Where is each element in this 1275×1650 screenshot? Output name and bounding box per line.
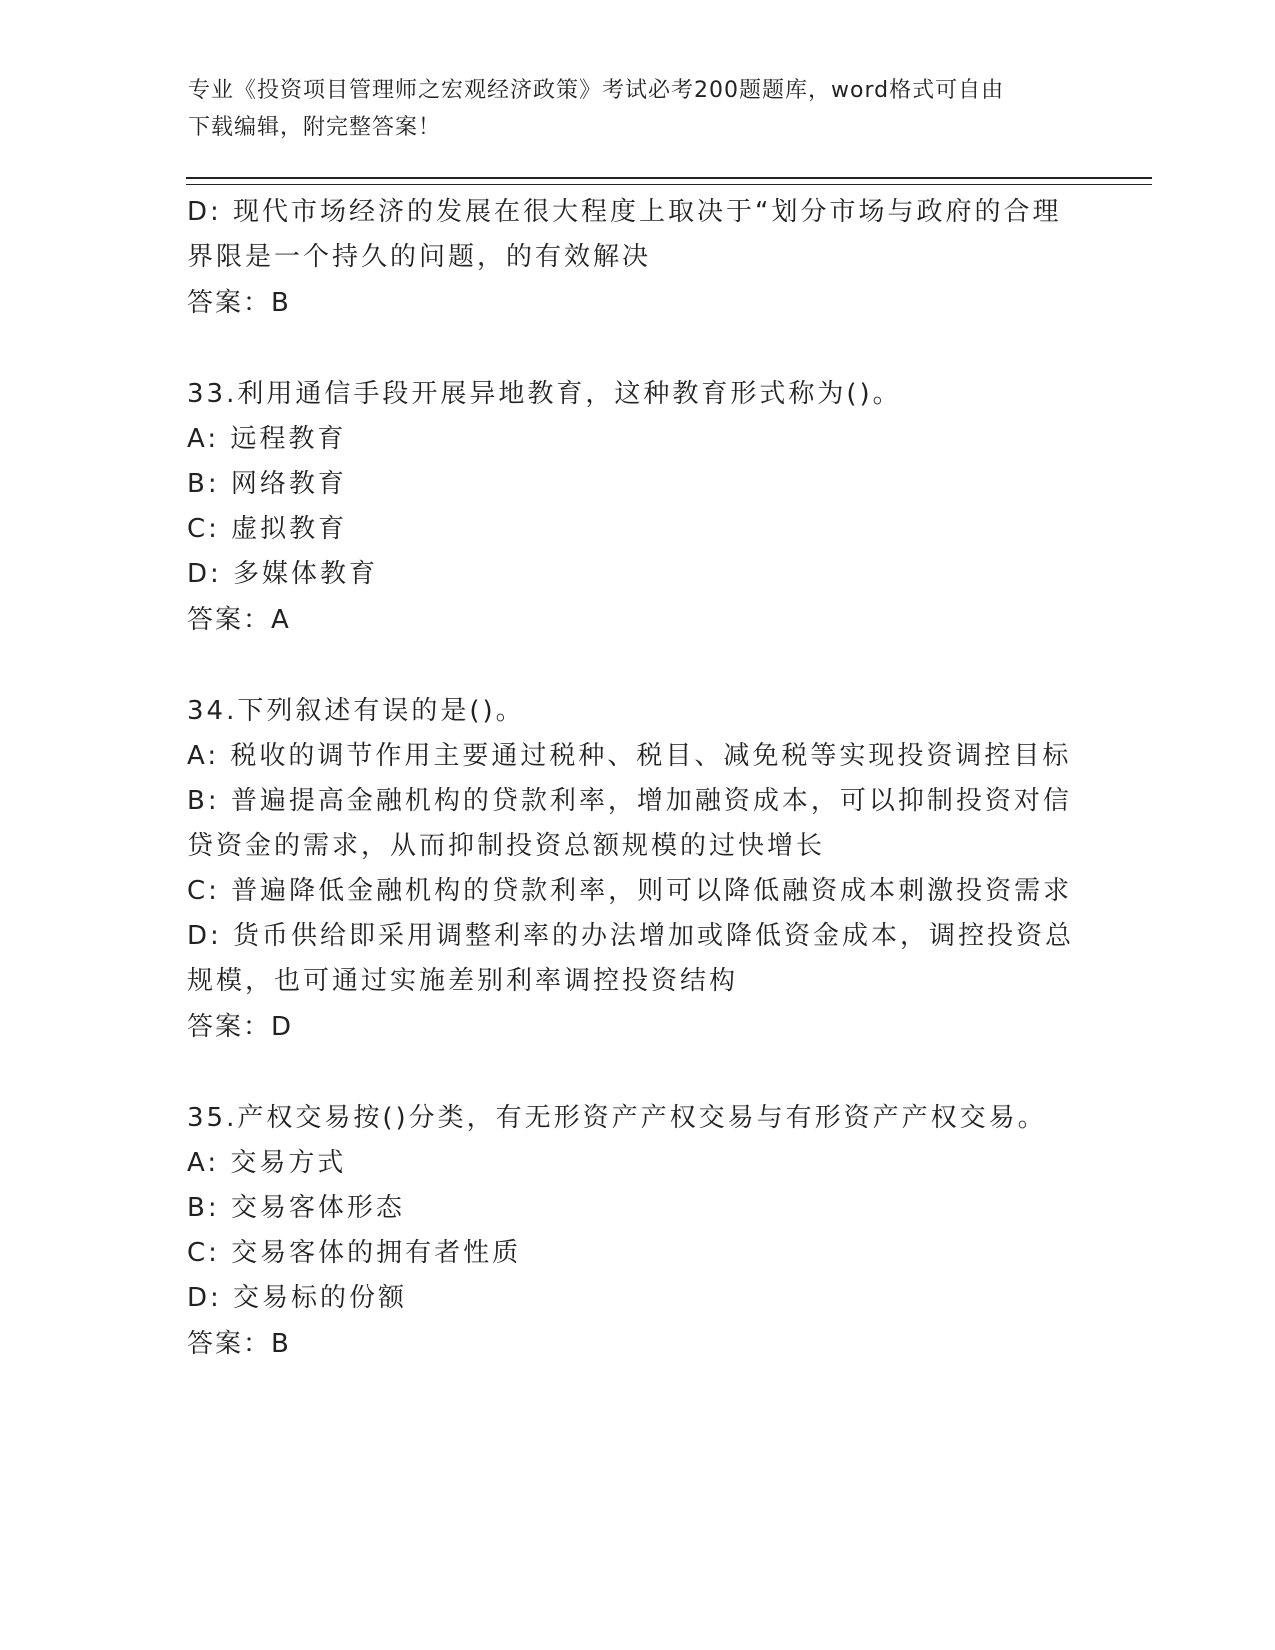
answer-label: 答案：B	[187, 288, 291, 318]
option-a: A: 交易方式	[187, 1148, 347, 1178]
header-divider-thin	[186, 184, 1152, 185]
header-line-1: 专业《投资项目管理师之宏观经济政策》考试必考200题题库，word格式可自由	[188, 78, 1005, 103]
option-d-line: 界限是一个持久的问题，的有效解决	[187, 242, 652, 272]
option-b: B: 交易客体形态	[187, 1193, 405, 1223]
question-34	[187, 689, 1087, 1050]
option-b: B: 普遍提高金融机构的贷款利率，增加融资成本，可以抑制投资对信	[187, 786, 1072, 816]
header-divider-thick	[186, 177, 1152, 179]
option-a: A: 税收的调节作用主要通过税种、税目、减免税等实现投资调控目标	[187, 741, 1072, 771]
option-d: D: 货币供给即采用调整利率的办法增加或降低资金成本，调控投资总	[187, 921, 1075, 951]
option-d: D: 交易标的份额	[187, 1283, 408, 1313]
option-c: C: 虚拟教育	[187, 514, 348, 544]
question-35	[187, 1096, 1087, 1367]
question-stem: 34.下列叙述有误的是()。	[187, 696, 525, 726]
question-32-continuation	[187, 190, 1087, 326]
option-d-line: D: 现代市场经济的发展在很大程度上取决于“划分市场与政府的合理	[187, 197, 1062, 227]
option-b: B: 网络教育	[187, 469, 347, 499]
question-33	[187, 372, 1087, 643]
option-d-continued: 规模，也可通过实施差别利率调控投资结构	[187, 966, 739, 996]
option-c: C: 交易客体的拥有者性质	[187, 1238, 522, 1268]
option-d: D: 多媒体教育	[187, 559, 379, 589]
question-stem: 33.利用通信手段开展异地教育，这种教育形式称为()。	[187, 379, 902, 409]
answer-label: 答案：A	[187, 605, 291, 635]
answer-label: 答案：B	[187, 1329, 291, 1359]
header-line-2: 下载编辑，附完整答案！	[188, 115, 442, 140]
question-stem: 35.产权交易按()分类，有无形资产产权交易与有形资产产权交易。	[187, 1103, 1047, 1133]
document-header	[188, 72, 1088, 146]
option-b-continued: 贷资金的需求，从而抑制投资总额规模的过快增长	[187, 831, 826, 861]
answer-label: 答案：D	[187, 1012, 294, 1042]
option-c: C: 普遍降低金融机构的贷款利率，则可以降低融资成本刺激投资需求	[187, 876, 1073, 906]
option-a: A: 远程教育	[187, 424, 347, 454]
question-content	[187, 190, 1087, 1367]
